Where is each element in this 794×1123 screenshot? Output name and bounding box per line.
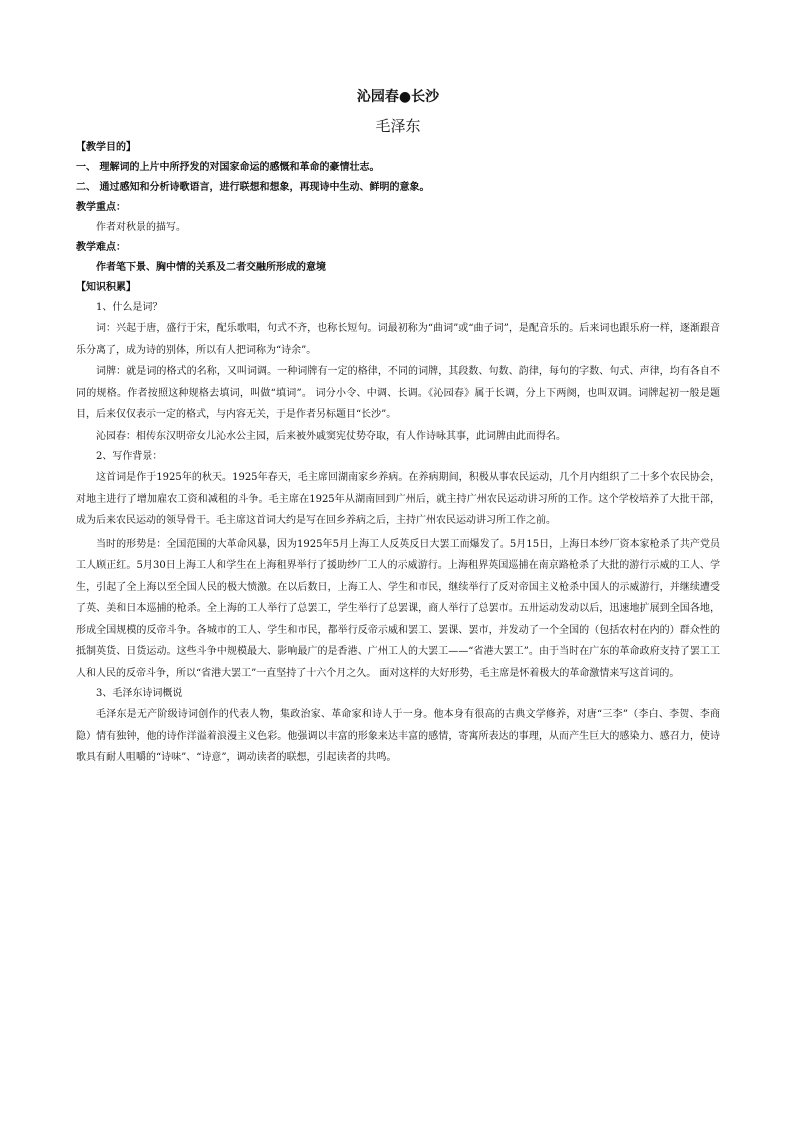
paragraph-background-1: 这首词是作于1925年的秋天。1925年春天，毛主席回湖南家乡养病。在养病期间，积极从事农民运动，几个月内组织了二十多个农民协会，对地主进行了增加雇农工资和减租的斗争。毛主席在1925年从湖南回到广州后，就主持广州农民运动讲习所的工作。这个学校培养了大批干部，成为后来农民运动的领导骨干。毛主席这首词大约是写在回乡养病之后，主持广州农民运动讲习所工作之前。 [76,472,720,526]
document-author: 毛泽东 [375,117,421,135]
objective-1: 一、 理解词的上片中所抒发的对国家命运的感慨和革命的豪情壮志。 [76,162,380,173]
paragraph-qinyuanchun: 沁园春：相传东汉明帝女儿沁水公主园，后来被外戚窦宪仗势夺取，有人作诗咏其事，此词牌由此而得名。 [96,430,566,442]
section-heading-background: 2、写作背景： [96,451,163,462]
paragraph-cipai: 词牌：就是词的格式的名称，又叫词调。一种词牌有一定的格律，不同的词牌，其段数、句数、韵律，每句的字数、句式、声律，均有各自不同的规格。作者按照这种规格去填词，叫做“填词”。 词分小令、中调、长调。《沁园春》属于长调，分上下两阕，也叫双调。词牌起初一般是题目，后来仅仅表示一定的格式，与内容无关，于是作者另标题目“长沙”。 [76,366,720,420]
heading-objectives: 【教学目的】 [76,142,136,153]
section-heading-what-is-ci: 1、什么是词？ [96,302,163,313]
section-heading-poetry-intro: 3、毛泽东诗词概说 [96,688,183,699]
difficulty-text: 作者笔下景、胸中情的关系及二者交融所形成的意境 [96,262,326,273]
heading-key-point: 教学重点： [76,202,126,213]
paragraph-poetry-intro: 毛泽东是无产阶级诗词创作的代表人物，集政治家、革命家和诗人于一身。他本身有很高的古典文学修养，对唐“三李”（李白、李贺、李商隐）情有独钟，他的诗作洋溢着浪漫主义色彩。他强调以丰富的形象来达丰富的感情，寄寓所表达的事理，从而产生巨大的感染力、感召力，使诗歌具有耐人咀嚼的“诗味”、“诗意”，调动读者的联想，引起读者的共鸣。 [76,709,720,763]
document-page [76,86,720,769]
heading-knowledge: 【知识积累】 [76,282,136,293]
objective-2: 二、 通过感知和分析诗歌语言，进行联想和想象，再现诗中生动、鲜明的意象。 [76,182,430,193]
document-title: 沁园春●长沙 [356,89,440,105]
paragraph-background-2: 当时的形势是：全国范围的大革命风暴，因为1925年5月上海工人反英反日大罢工而爆发了。5月15日，上海日本纱厂资本家枪杀了共产党员工人顾正红。5月30日上海工人和学生在上海租界举行了援助纱厂工人的示威游行。上海租界英国巡捕在南京路枪杀了大批的游行示威的工人、学生，引起了全上海以至全国人民的极大愤激。在以后数日，上海工人、学生和市民，继续举行了反对帝国主义枪杀中国人的示威游行，并继续遭受了英、美和日本巡捕的枪杀。全上海的工人举行了总罢工，学生举行了总罢课，商人举行了总罢市。五卅运动发动以后，迅速地扩展到全国各地，形成全国规模的反帝斗争。各城市的工人、学生和市民，都举行反帝示威和罢工、罢课、罢市，并发动了一个全国的（包括农村在内的）群众性的抵制英货、日货运动。这些斗争中规模最大、影响最广的是香港、广州工人的大罢工——“省港大罢工”。由于当时在广东的革命政府支持了罢工工人和人民的反帝斗争，所以“省港大罢工”一直坚持了十六个月之久。 面对这样的大好形势，毛主席是怀着极大的革命激情来写这首词的。 [76,538,720,679]
paragraph-ci: 词：兴起于唐，盛行于宋，配乐歌唱，句式不齐，也称长短句。词最初称为“曲词”或“曲子词”，是配音乐的。后来词也跟乐府一样，逐渐跟音乐分离了，成为诗的别体，所以有人把词称为“诗余”。 [76,323,720,356]
key-point-text: 作者对秋景的描写。 [96,222,186,233]
heading-difficulty: 教学难点： [76,242,126,253]
